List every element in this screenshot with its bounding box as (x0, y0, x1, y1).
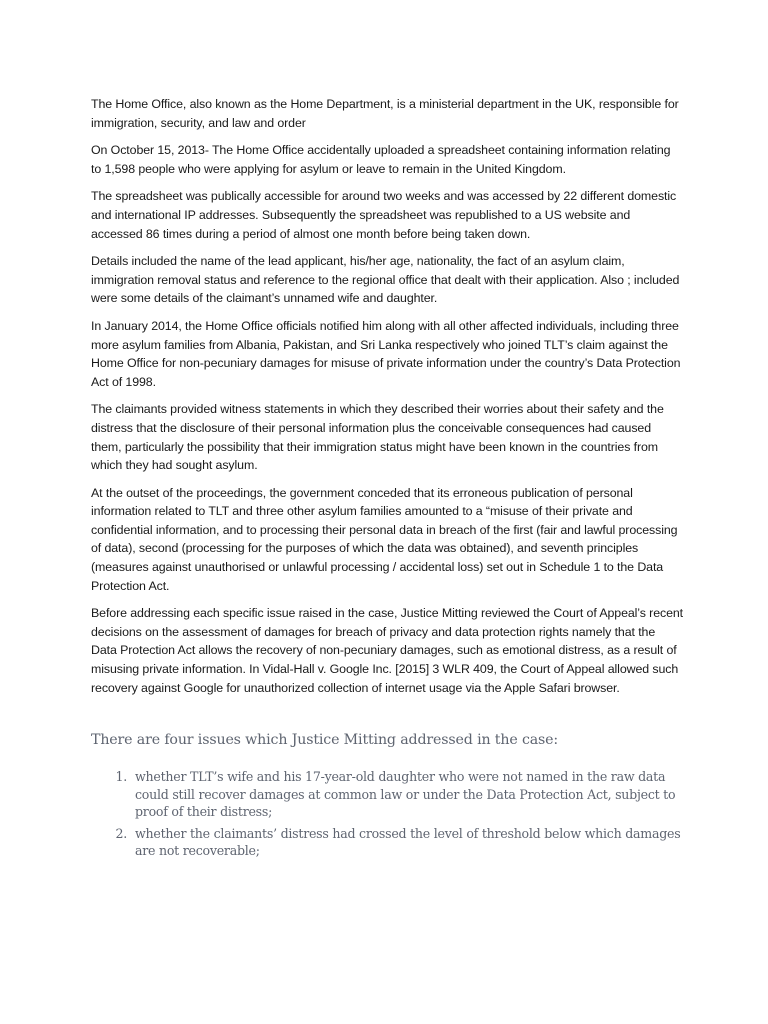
issue-text: whether TLT’s wife and his 17-year-old daughter who were not named in the raw data could still recover damages at common law or under the Data Protection Act, subject to proof of their distress; (135, 769, 676, 820)
issue-number: 1. (115, 769, 127, 785)
paragraph-public-access: The spreadsheet was publically accessible for around two weeks and was accessed by 22 different domestic and international IP addresses. Subsequently the spreadsheet was republished to a US website and accessed 86 times during a period of almost one month before being taken down. (91, 189, 677, 241)
paragraph-court-of-appeal-review: Before addressing each specific issue raised in the case, Justice Mitting reviewed the Court of Appeal’s recent decisions on the assessment of damages for breach of privacy and data protection rights namely that the Data Protection Act allows the recovery of non-pecuniary damages, such as emotional distress, as a result of misusing private information. In Vidal-Hall v. Google Inc. [2015] 3 WLR 409, the Court of Appeal allowed such recovery against Google for unauthorized collection of internet usage via the Apple Safari browser. (91, 606, 684, 695)
issue-text: whether the claimants’ distress had crossed the level of threshold below which damages are not recoverable; (135, 825, 681, 859)
document-body (91, 95, 683, 864)
issue-item-1 (91, 768, 683, 821)
issues-list (91, 768, 683, 860)
paragraph-witness-statements: The claimants provided witness statements in which they described their worries about their safety and the distress that the disclosure of their personal information plus the conceivable consequences had caused them, particularly the possibility that their immigration status might have been known in the countries from which they had sought asylum. (91, 402, 664, 473)
paragraph-details-included: Details included the name of the lead applicant, his/her age, nationality, the fact of an asylum claim, immigration removal status and reference to the regional office that dealt with their application. Also ; included were some details of the claimant’s unnamed wife and daughter. (91, 254, 680, 306)
paragraph-government-concession: At the outset of the proceedings, the government conceded that its erroneous publication of personal information related to TLT and three other asylum families amounted to a “misuse of their private and confidential information, and to processing their personal data in breach of the first (fair and lawful processing of data), second (processing for the purposes of which the data was obtained), and seventh principles (measures against unauthorised or unlawful processing / accidental loss) set out in Schedule 1 to the Data Protection Act. (91, 485, 678, 593)
issues-heading: There are four issues which Justice Mitting addressed in the case: (91, 732, 559, 749)
paragraph-home-office-intro: The Home Office, also known as the Home Department, is a ministerial department in the UK, responsible for immigration, security, and law and order (91, 97, 679, 130)
issue-item-2 (91, 825, 683, 860)
paragraph-notification-claim: In January 2014, the Home Office officials notified him along with all other affected individuals, including three more asylum families from Albania, Pakistan, and Sri Lanka respectively who joined TLT’s claim against the Home Office for non-pecuniary damages for misuse of private information under the country’s Data Protection Act of 1998. (91, 318, 681, 389)
issue-number: 2. (115, 825, 127, 841)
paragraph-spreadsheet-upload: On October 15, 2013- The Home Office accidentally uploaded a spreadsheet containing information relating to 1,598 people who were applying for asylum or leave to remain in the United Kingdom. (91, 143, 671, 176)
